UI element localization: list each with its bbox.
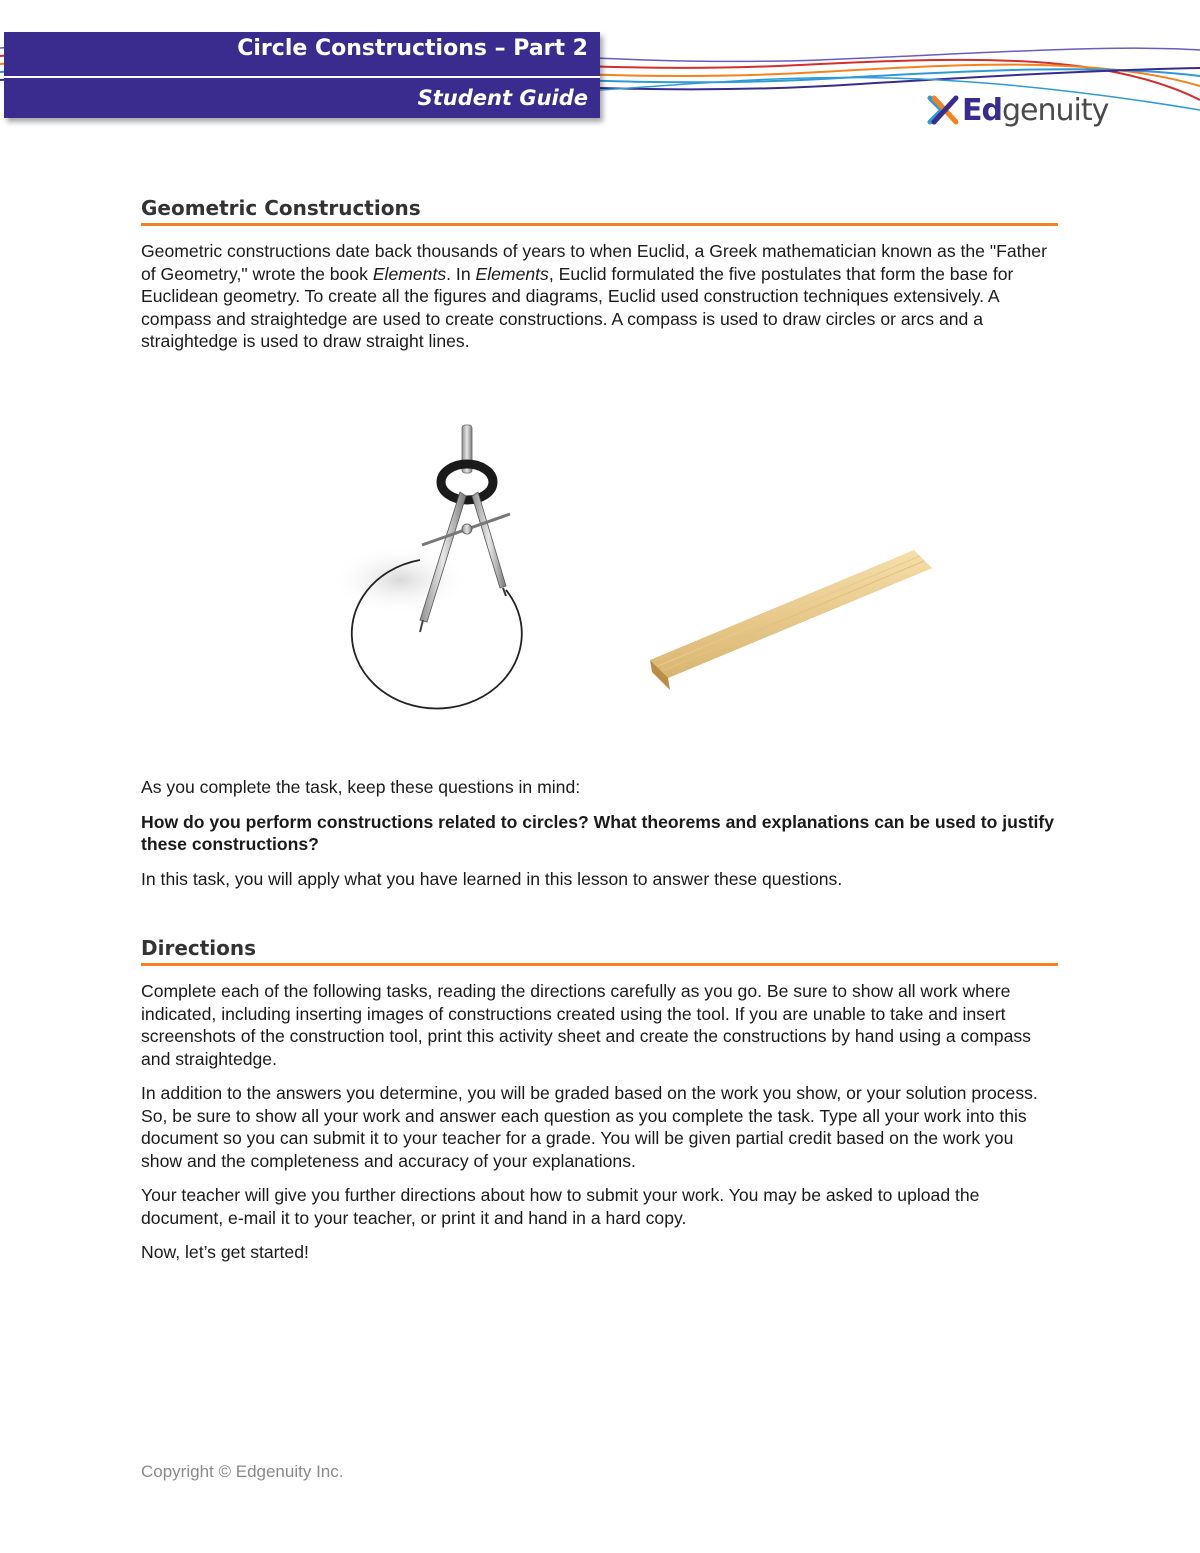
questions-closing: In this task, you will apply what you have learned in this lesson to answer these questions.	[141, 868, 843, 889]
edgenuity-x-icon	[926, 93, 960, 127]
paragraph-text: , Euclid formulated the five postulates that form the base for Euclidean geometry. To create all the figures and diagrams, Euclid used construction techniques extensively. A compass and straightedge are used to create constructions. A compass is used to draw circles or arcs and a straightedge is used to draw straight lines.	[141, 263, 1014, 351]
banner-divider	[4, 76, 600, 78]
key-questions: How do you perform constructions related to circles? What theorems and explanations can be used to justify these constructions?	[141, 811, 1055, 854]
section-heading-directions: Directions	[141, 936, 1058, 966]
compass-icon	[330, 425, 522, 709]
header-banner	[4, 32, 600, 118]
book-title-elements: Elements	[475, 263, 549, 284]
directions-paragraph: Your teacher will give you further directions about how to submit your work. You may be asked to upload the document, e-mail it to your teacher, or print it and hand in a hard copy.	[141, 1185, 980, 1228]
guiding-questions	[141, 776, 1058, 902]
logo-text-ed: Ed	[962, 92, 1002, 128]
edgenuity-logo	[926, 90, 1108, 130]
directions-paragraph: Now, let’s get started!	[141, 1242, 309, 1262]
paragraph-text: Geometric constructions date back thousands of years to when Euclid, a Greek mathematician known as the "Father of Geometry," wrote the book	[141, 241, 1047, 284]
directions-paragraph: In addition to the answers you determine, you will be graded based on the work you show, or your solution process. So, be sure to show all your work and answer each question as you complete the task. Type all your work into this document so you can submit it to your teacher for a grade. You will be given partial credit based on the work you show and the completeness and accuracy of your explanations.	[141, 1083, 1038, 1171]
section-heading-geometric: Geometric Constructions	[141, 196, 1058, 226]
logo-text-genuity: genuity	[1001, 92, 1109, 128]
section-directions	[141, 936, 1058, 1276]
paragraph-text: . In	[446, 263, 476, 284]
directions-paragraph: Complete each of the following tasks, reading the directions carefully as you go. Be sure to show all work where indicated, including inserting images of constructions created using the tool. If you are unable to take and insert screenshots of the construction tool, print this activity sheet and create the constructions by hand using a compass and straightedge.	[141, 981, 1031, 1069]
straightedge-icon	[650, 550, 932, 690]
book-title-elements: Elements	[372, 263, 447, 284]
copyright-footer: Copyright © Edgenuity Inc.	[141, 1462, 344, 1481]
logo-wordmark	[962, 93, 1108, 128]
document-subtitle: Student Guide	[417, 86, 588, 110]
document-title: Circle Constructions – Part 2	[237, 36, 588, 61]
geometric-intro-paragraph	[141, 240, 1058, 353]
questions-intro: As you complete the task, keep these questions in mind:	[141, 777, 581, 797]
section-geometric-constructions	[141, 196, 1058, 353]
compass-straightedge-illustration	[300, 410, 960, 720]
